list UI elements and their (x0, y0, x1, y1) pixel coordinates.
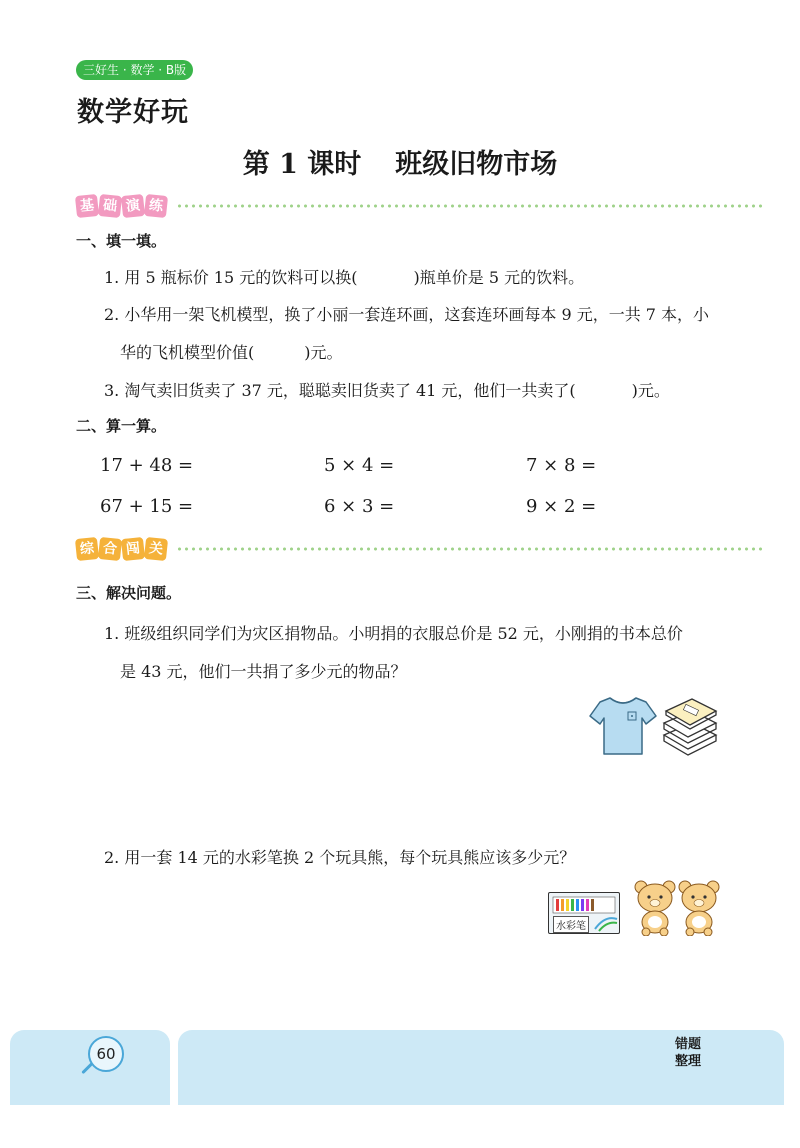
series-badge: 三好生 · 数学 · B版 (76, 60, 193, 80)
unit-title: 数学好玩 (77, 97, 189, 128)
fill-in-question-3 (104, 378, 670, 401)
banner-char: 合 (98, 537, 122, 561)
banner-char: 关 (144, 537, 168, 561)
marker-box-label: 水彩笔 (553, 916, 589, 933)
solve-problem-1-line2: 是 43 元，他们一共捐了多少元的物品？ (120, 662, 407, 681)
dotted-divider (176, 204, 766, 208)
tshirt-icon (588, 694, 658, 758)
section-banner-comprehensive (76, 538, 766, 560)
fill-in-question-1 (104, 265, 584, 288)
q2-text-after: )元。 (304, 343, 343, 362)
lesson-name: 班级旧物市场 (395, 149, 558, 180)
fill-in-question-2-line1: 2. 小华用一架飞机模型，换了小丽一套连环画，这套连环画每本 9 元，一共 7 本，小 (104, 305, 710, 324)
q2-text-before: 华的飞机模型价值( (120, 343, 255, 362)
page-number: 60 (88, 1036, 124, 1072)
solve-heading: 三、解决问题。 (76, 584, 182, 602)
teddy-bear-icon (676, 878, 722, 936)
calc-item: 67 + 15 = (100, 496, 194, 517)
calculate-heading: 二、算一算。 (76, 417, 167, 435)
banner-char: 演 (121, 194, 145, 218)
fill-in-heading: 一、填一填。 (76, 232, 167, 250)
fill-in-question-2-line2 (120, 340, 343, 363)
solve-problem-1-line1: 1. 班级组织同学们为灾区捐物品。小明捐的衣服总价是 52 元，小刚捐的书本总价 (104, 624, 683, 643)
banner-char: 练 (144, 194, 168, 218)
q3-text-before: 3. 淘气卖旧货卖了 37 元，聪聪卖旧货卖了 41 元，他们一共卖了( (104, 381, 576, 400)
calc-item: 6 × 3 = (324, 496, 395, 517)
solve-problem-2: 2. 用一套 14 元的水彩笔换 2 个玩具熊，每个玩具熊应该多少元？ (104, 848, 576, 867)
lesson-number: 第 1 课时 (242, 149, 362, 180)
error-review-label-line2: 整理 (674, 1054, 701, 1069)
calc-item: 9 × 2 = (526, 496, 597, 517)
banner-char: 综 (75, 537, 99, 561)
calc-item: 5 × 4 = (324, 455, 395, 476)
calc-item: 7 × 8 = (526, 455, 597, 476)
banner-char: 础 (98, 194, 122, 218)
error-review-label-line1: 错题 (674, 1037, 701, 1052)
section-banner-basic (76, 195, 766, 217)
banner-char: 闯 (121, 537, 145, 561)
q1-text-before: 1. 用 5 瓶标价 15 元的饮料可以换( (104, 268, 358, 287)
dotted-divider (176, 547, 766, 551)
section-banner-comprehensive-chars (76, 538, 168, 560)
marker-box-icon (548, 892, 620, 934)
q3-text-after: )元。 (631, 381, 670, 400)
q1-text-after: )瓶单价是 5 元的饮料。 (413, 268, 585, 287)
calc-item: 17 + 48 = (100, 455, 194, 476)
section-banner-basic-chars (76, 195, 168, 217)
banner-char: 基 (75, 194, 99, 218)
book-stack-icon (660, 695, 720, 757)
lesson-title (0, 142, 800, 181)
teddy-bear-icon (632, 878, 678, 936)
error-review-label (668, 1036, 708, 1070)
